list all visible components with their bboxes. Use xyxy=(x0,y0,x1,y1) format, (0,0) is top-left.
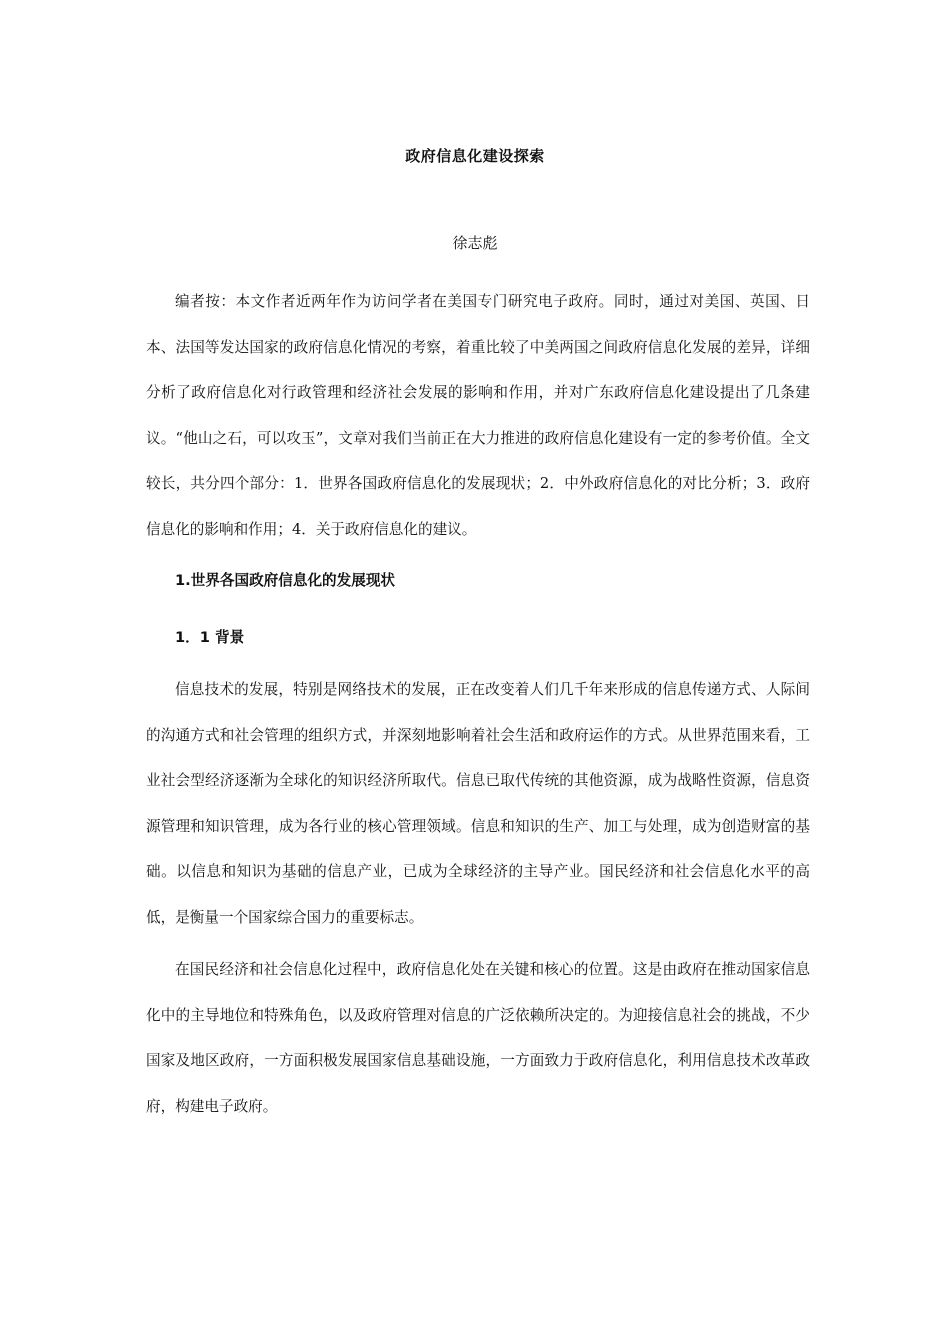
body-paragraph: 信息技术的发展，特别是网络技术的发展，正在改变着人们几千年来形成的信息传递方式、人际间的沟通方式和社会管理的组织方式，并深刻地影响着社会生活和政府运作的方式。从世界范围来看，工业社会型经济逐渐为全球化的知识经济所取代。信息已取代传统的其他资源，成为战略性资源，信息资源管理和知识管理，成为各行业的核心管理领域。信息和知识的生产、加工与处理，成为创造财富的基础。以信息和知识为基础的信息产业，已成为全球经济的主导产业。国民经济和社会信息化水平的高低，是衡量一个国家综合国力的重要标志。 xyxy=(146,681,810,926)
editor-note-block xyxy=(146,279,810,552)
body-paragraph: 在国民经济和社会信息化过程中，政府信息化处在关键和核心的位置。这是由政府在推动国家信息化中的主导地位和特殊角色，以及政府管理对信息的广泛依赖所决定的。为迎接信息社会的挑战，不少国家及地区政府，一方面积极发展国家信息基础设施，一方面致力于政府信息化，利用信息技术改革政府，构建电子政府。 xyxy=(146,961,810,1115)
section-heading: 1.世界各国政府信息化的发展现状 xyxy=(175,572,396,589)
subsection-heading: 1．1 背景 xyxy=(175,629,245,646)
paragraph-block xyxy=(146,947,810,1129)
document-title: 政府信息化建设探索 xyxy=(405,147,545,165)
author-name: 徐志彪 xyxy=(452,234,498,252)
editor-note: 编者按：本文作者近两年作为访问学者在美国专门研究电子政府。同时，通过对美国、英国、日本、法国等发达国家的政府信息化情况的考察，着重比较了中美两国之间政府信息化发展的差异，详细分析了政府信息化对行政管理和经济社会发展的影响和作用，并对广东政府信息化建设提出了几条建议。“他山之石，可以攻玉”，文章对我们当前正在大力推进的政府信息化建设有一定的参考价值。全文较长，共分四个部分：1．世界各国政府信息化的发展现状；2．中外政府信息化的对比分析；3．政府信息化的影响和作用；4．关于政府信息化的建议。 xyxy=(146,293,810,538)
paragraph-block xyxy=(146,667,810,940)
